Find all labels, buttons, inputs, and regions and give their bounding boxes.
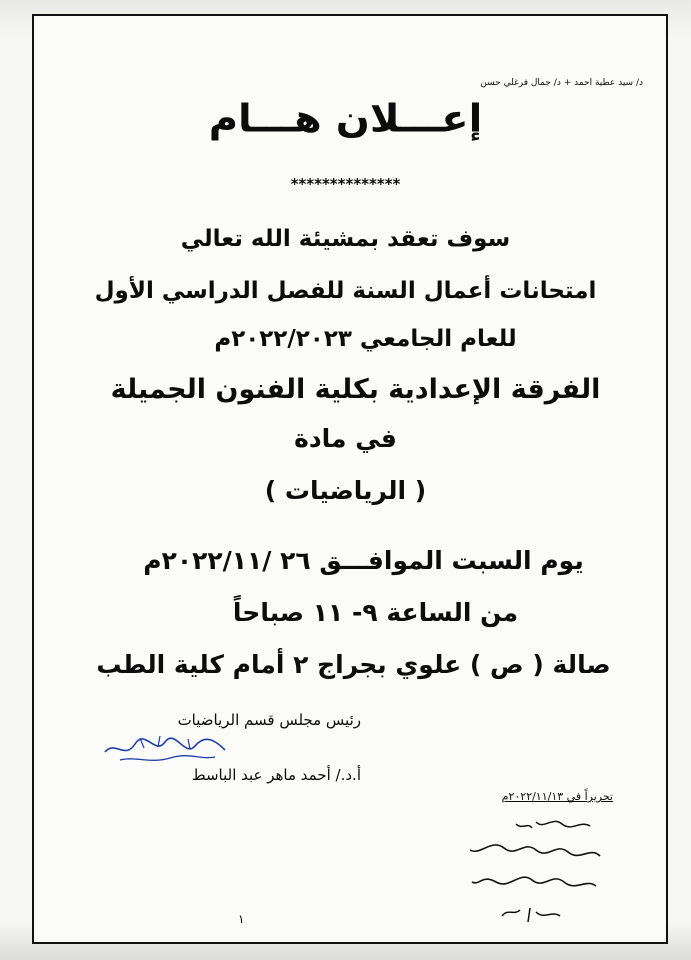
chair-signature — [100, 730, 230, 770]
exam-location-line: صالة ( ص ) علوي بجراج ٢ أمام كلية الطب — [96, 650, 611, 679]
department-chair-title: رئيس مجلس قسم الرياضيات — [177, 711, 361, 729]
separator-stars: ************** — [290, 175, 401, 193]
announcement-line-2: امتحانات أعمال السنة للفصل الدراسي الأول — [94, 278, 597, 304]
exam-date-line: يوم السبت الموافـــق ٢٦ /٢٠٢٢/١١م — [143, 546, 584, 575]
announcement-line-1: سوف تعقد بمشيئة الله تعالي — [180, 226, 511, 252]
announcement-title: إعـــلان هـــام — [208, 97, 483, 141]
handwritten-approval-note — [440, 812, 620, 932]
issue-date: تحريراً في ٢٠٢٢/١١/١٣م — [501, 790, 613, 803]
announcement-line-6: ( الرياضيات ) — [264, 476, 427, 505]
announcement-line-3: للعام الجامعي ٢٠٢٢/٢٠٢٣م — [214, 326, 517, 352]
announcement-line-4: الفرقة الإعدادية بكلية الفنون الجميلة — [110, 374, 601, 405]
authors-line: د/ سيد عطية احمد + د/ جمال فرغلي حسن — [480, 78, 643, 88]
exam-time-line: من الساعة ٩- ١١ صباحاً — [232, 598, 519, 627]
department-chair-name: أ.د./ أحمد ماهر عبد الباسط — [191, 766, 361, 784]
announcement-line-5: في مادة — [294, 424, 397, 453]
page-number: ١ — [238, 912, 245, 926]
